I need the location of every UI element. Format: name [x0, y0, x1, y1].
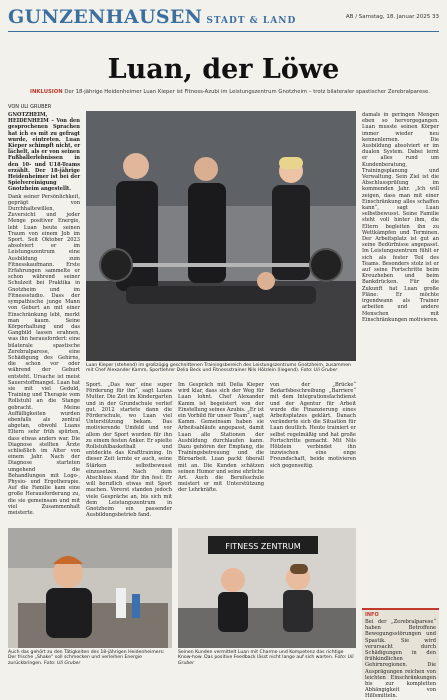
subhead-text: Der 18-jährige Heidenheimer Luan Kieper ist Fitness-Azubi im Leistungszentrum Gnotzheim – trotz bilateraler spastischer Zerebralparese.: [64, 89, 430, 95]
shake-photo: [8, 528, 172, 648]
gym-sign-text: FITNESS ZENTRUM: [225, 542, 301, 551]
column-3-text: Im Gespräch mit Delia Kieper wird klar, dass sich der Weg für Luan lohnt. Chef Alexander Kamm ist begeistert von der Einstellung seines Azubis. „Er ist ein Vorbild für unser Team“, sagt Kamm. Gemeinsam haben sie Arbeitsabläufe angepasst, damit Luan alle Stationen der Ausbildung durchlaufen kann. Dazu gehören der Empfang, die Trainingsbetreuung und die Büroarbeit. Luan packt überall mit an. Die Kunden schätzen seinen Humor und seine ehrliche Art. Auch die Berufsschule meistert er mit Unterstützung der Lehrkräfte.: [178, 382, 264, 494]
masthead-section: STADT & LAND: [206, 16, 297, 26]
article-column-1: [8, 112, 80, 522]
body-paragraph: Dank seiner Persönlichkeit, geprägt von Durchhaltewillen, Zuversicht und jeder Menge positiver Energie, lebt Luan heute seinen Traum von einem Job im Sport. Seit Oktober 2023 absolviert er im Leistungszentrum eine Ausbildung zum Fitnesskaufmann. Erste Erfahrungen sammelte er schon während seiner Schulzeit bei Praktika in Gnotzheim und im Fitnessstudio. Dass der sympathische junge Mann von Geburt an mit einer Einschränkung lebt, merkt man kaum. Seine Körperhaltung und das Gangbild lassen erahnen, was ihn herausfordert: eine bilaterale spastische Zerebralparese, eine Schädigung des Gehirns, die schon vor oder während der Geburt entsteht. Ursache ist meist Sauerstoffmangel. Luan hat sie mit viel Geduld, Training und Therapie vom Rollstuhl an die Stange gebracht. Meine Auffälligkeiten wurden ebenfalls als zentral abgetan, obwohl Luans Eltern sehr früh spürten, dass etwas anders war. Die Diagnose stellten Ärzte schließlich im Alter von einem Jahr. Nach der Diagnose starteten umgehend die Behandlungen mit Logo-, Physio- und Ergotherapie. Auf die Familie kam eine große Herausforderung zu, die sie gemeinsam und mit viel Zusammenhalt meisterte.: [8, 193, 80, 516]
gym-scene-image: [86, 111, 356, 361]
main-photo-caption-text: Luan Kieper (stehend) im großzügig geschnittenen Trainingsbereich des Leistungszentrums Gnotzheim, zusammen mit Chef Alexander Kamm, Sportlehrer Delia Beck und Fitnessstrainer Nils Hölzlein (liegend).: [86, 363, 351, 374]
info-box-text: Bei der „Zerebralparese“ haben Betroffene Bewegungsstörungen und Spastik. Sie wird verursacht durch Schädigungen in den frühkindlichen Gehirnregionen. Die Ausprägungen reichen von leichten Einschränkungen bis zur kompletten Abhängigkeit von Hilfsmitteln.: [365, 619, 436, 700]
article-column-3: [178, 382, 264, 524]
masthead-title: GUNZENHAUSEN: [8, 6, 203, 28]
info-box: [362, 608, 439, 700]
headline: Luan, der Löwe: [107, 54, 340, 85]
main-photo-caption: [86, 363, 356, 379]
reception-scene-image: [178, 528, 356, 648]
shake-photo-caption-text: Auch das gehört zu den Tätigkeiten des 18-jährigen Heidenheimers: Der frische „Shake“ soll schmecken und verleihen Energie zurückbringen.: [8, 650, 165, 666]
column-2-text: Sport. „Das war eine super Förderung für ihn“, sagt Luans Mutter. Die Zeit im Kindergarten und in der Grundschule verlief gut. 2012 startete dann die Förderschule, wo Luan viel Unterstützung bekam. Das motivierende Umfeld und vor allem der Sport wurden für ihn zu einem festen Anker. Er spielte Rollstuhlbasketball und entdeckte das Krafttraining. In dieser Zeit lernte er auch, seine Stärken selbstbewusst einzusetzen. Nach dem Abschluss stand für ihn fest: Er will beruflich etwas mit Sport machen. Vorerst standen jedoch viele Gespräche an, bis sich mit dem Leistungszentrum in Gnotzheim ein passender Ausbildungsbetrieb fand.: [86, 382, 172, 519]
article-column-5: [362, 112, 439, 602]
masthead: [8, 6, 296, 28]
article-column-2: [86, 382, 172, 524]
subhead: [30, 89, 430, 95]
shake-photo-caption: [8, 650, 172, 666]
column-5-text: damals in geringen Mengen eben so hervorgegangen. Luan musste seinen Körper immer wieder neu kennenlernen. Die Ausbildung absolviert er im dualen System. Dabei lernt er alles rund um Kundenberatung, Trainingsplanung und Verwaltung. Sein Ziel ist die Abschlussprüfung im kommenden Jahr. „Ich will zeigen, dass man mit einer Einschränkung alles schaffen kann“, sagt Luan selbstbewusst. Seine Familie steht voll hinter ihm, die Eltern begleiten ihn zu Wettkämpfen und Terminen. Der Arbeitsplatz ist gut an seine Bedürfnisse angepasst. Im Leistungszentrum fühlt er sich als fester Teil des Teams. Besonders stolz ist er auf seine Fortschritte beim Kreuzheben und beim Bankdrücken. Für die Zukunft hat Luan große Pläne: Er möchte irgendwann als Trainer arbeiten und andere Menschen mit Einschränkungen motivieren.: [362, 112, 439, 323]
byline: VON ULI GRUBER: [8, 104, 52, 110]
column-4-text: von der „Brücke“ Bedarfsbeschreibung „Barriere“ mit dem Integrationsfachdienst und der Agentur für Arbeit wurde die Finanzierung eines Arbeitsplatzes geklärt. Danach veränderte sich die Situation für Luan deutlich. Heute trainiert er selbst regelmäßig und hat große Fortschritte gemacht. Mit Nils Hölzlein verbindet ihn inzwischen eine enge Freundschaft, beide motivieren sich gegenseitig.: [270, 382, 356, 469]
lead-paragraph: GNOTZHEIM, HEIDENHEIM – Von den gesprochenen Sprachen hat ich es mit zu gefragt wurde, eintreten. Luan Kieper schimpft nicht, er lächelt, als er von seinen Fußballerlebnissen in den 10- und U18-Teams erzählt. Der 18-jährige Heidenheimer ist bei der Spielvereinigung Gnotzheim angestellt.: [8, 112, 81, 193]
reception-photo: [178, 528, 356, 648]
reception-photo-caption: [178, 650, 356, 666]
info-box-title: INFO: [365, 612, 379, 618]
shake-scene-image: [8, 528, 172, 648]
shake-photo-credit: Foto: Uli Gruber: [43, 660, 81, 666]
reception-photo-caption-text: Seinen Kunden vermittelt Luan mit Charme und Kompetenz das richtige Know-how. Das positive Feedback lässt nicht lange auf sich warten.: [178, 650, 344, 661]
reception-photo-credit: Foto: Uli Gruber: [178, 655, 354, 666]
main-photo-credit: Foto: Uli Gruber: [300, 368, 338, 374]
header-divider: [8, 31, 439, 32]
main-photo: [86, 111, 356, 361]
article-column-4: [270, 382, 356, 524]
subhead-kicker: INKLUSION: [30, 89, 63, 95]
dateline: AB / Samstag, 18. Januar 2025 33: [345, 14, 439, 20]
